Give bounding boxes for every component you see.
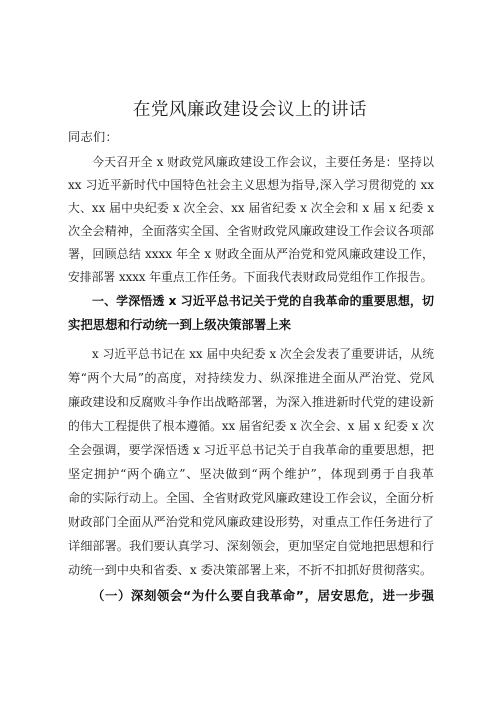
- paragraph-line: 的伟大工程提供了根本遵循。xx 届省纪委 x 次全会、x 届 x 纪委 x 次: [68, 419, 434, 433]
- paragraph-line: 坚定拥护“两个确立”、坚决做到“两个维护”，体现到勇于自我革: [68, 467, 434, 481]
- paragraph-line: 廉政建设和反腐败斗争作出战略部署，为深入推进新时代党的建设新: [68, 395, 434, 409]
- paragraph-line: 署，回顾总结 xxxx 年全 x 财政全面从严治党和党风廉政建设工作，: [68, 247, 434, 261]
- document-title: 在党风廉政建设会议上的讲话: [133, 100, 367, 120]
- section-heading-line: 实把思想和行动统一到上级决策部署上来: [68, 318, 292, 332]
- paragraph-line: 详细部署。我们要认真学习、深刻领会，更加坚定自觉地把思想和行: [68, 539, 434, 553]
- section-heading-line: 一、学深悟透 x 习近平总书记关于党的自我革命的重要思想，切: [92, 294, 434, 308]
- paragraph-line: x 习近平总书记在 xx 届中央纪委 x 次全会发表了重要讲话，从统: [92, 347, 434, 361]
- paragraph-line: 今天召开全 x 财政党风廉政建设工作会议，主要任务是：坚持以: [92, 155, 434, 169]
- salutation: 同志们：: [68, 130, 118, 144]
- paragraph-line: 次全会精神，全面落实全国、全省财政党风廉政建设工作会议各项部: [68, 224, 434, 238]
- paragraph-line: 动统一到中央和省委、x 委决策部署上来，不折不扣抓好贯彻落实。: [68, 563, 433, 577]
- paragraph-line: 筹“两个大局”的高度，对持续发力、纵深推进全面从严治党、党风: [68, 371, 434, 385]
- subsection-heading-line: （一）深刻领会“为什么要自我革命”，居安思危，进一步强: [92, 589, 434, 603]
- paragraph-line: 安排部署 xxxx 年重点工作任务。下面我代表财政局党组作工作报告。: [68, 270, 433, 284]
- paragraph-line: 全会强调，要学深悟透 x 习近平总书记关于自我革命的重要思想，把: [68, 443, 434, 457]
- paragraph-line: xx 习近平新时代中国特色社会主义思想为指导,深入学习贯彻党的 xx: [68, 178, 434, 192]
- paragraph-line: 大、xx 届中央纪委 x 次全会、xx 届省纪委 x 次全会和 x 届 x 纪委 x: [68, 201, 434, 215]
- paragraph-line: 命的实际行动上。全国、全省财政党风廉政建设工作会议，全面分析: [68, 491, 434, 505]
- paragraph-line: 财政部门全面从严治党和党风廉政建设形势，对重点工作任务进行了: [68, 515, 434, 529]
